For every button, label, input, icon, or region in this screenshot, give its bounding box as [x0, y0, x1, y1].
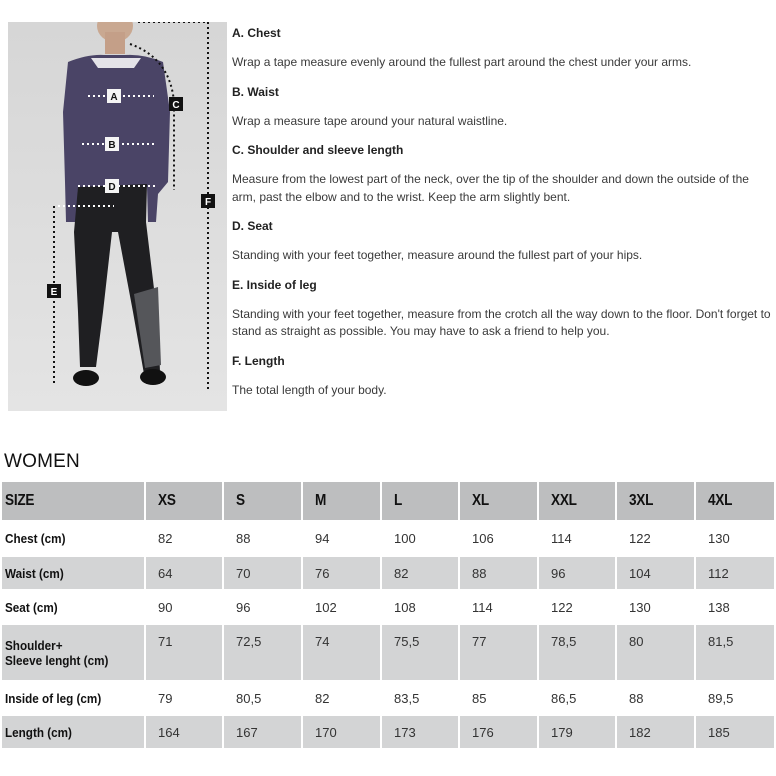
cell: 88: [459, 556, 538, 590]
cell: 130: [695, 521, 775, 556]
table-row-inside-leg: [1, 681, 775, 715]
row-label: Length (cm): [1, 715, 145, 749]
cell: 104: [616, 556, 695, 590]
cell: 78,5: [538, 624, 616, 681]
cell: 164: [145, 715, 223, 749]
cell: 71: [145, 624, 223, 681]
table-row-chest: [1, 521, 775, 556]
cell: 82: [145, 521, 223, 556]
table-header-row: [1, 481, 775, 521]
cell: 79: [145, 681, 223, 715]
cell: 96: [538, 556, 616, 590]
svg-text:F: F: [204, 197, 212, 208]
cell: 102: [302, 590, 381, 624]
cell: 82: [381, 556, 459, 590]
cell: 72,5: [223, 624, 302, 681]
header-m: M: [302, 481, 381, 521]
cell: 179: [538, 715, 616, 749]
cell: 167: [223, 715, 302, 749]
row-label: Shoulder+ Sleeve lenght (cm): [1, 624, 145, 681]
cell: 182: [616, 715, 695, 749]
cell: 112: [695, 556, 775, 590]
cell: 86,5: [538, 681, 616, 715]
svg-text:B: B: [108, 140, 116, 151]
measurement-photo: [8, 22, 227, 411]
cell: 108: [381, 590, 459, 624]
row-label: Waist (cm): [1, 556, 145, 590]
header-xs: XS: [145, 481, 223, 521]
cell: 90: [145, 590, 223, 624]
guide-title-shoulder-sleeve: C. Shoulder and sleeve length: [232, 143, 404, 157]
guide-title-inside-leg: E. Inside of leg: [232, 277, 317, 292]
cell: 114: [459, 590, 538, 624]
table-row-length: [1, 715, 775, 749]
cell: 122: [616, 521, 695, 556]
cell: 64: [145, 556, 223, 590]
svg-text:E: E: [50, 287, 58, 298]
svg-text:D: D: [108, 182, 116, 193]
table-row-waist: [1, 556, 775, 590]
svg-text:C: C: [172, 100, 180, 111]
cell: 173: [381, 715, 459, 749]
header-4xl: 4XL: [695, 481, 775, 521]
cell: 82: [302, 681, 381, 715]
cell: 89,5: [695, 681, 775, 715]
guide-text-waist: Wrap a measure tape around your natural waistline.: [232, 113, 508, 128]
header-size: SIZE: [1, 481, 145, 521]
cell: 122: [538, 590, 616, 624]
guide-text-length: The total length of your body.: [232, 382, 387, 397]
size-chart-table: [0, 480, 776, 750]
measurement-guide: [232, 22, 772, 399]
cell: 185: [695, 715, 775, 749]
header-s: S: [223, 481, 302, 521]
cell: 85: [459, 681, 538, 715]
guide-title-chest: A. Chest: [232, 26, 281, 40]
cell: 80,5: [223, 681, 302, 715]
cell: 88: [223, 521, 302, 556]
row-label: Seat (cm): [1, 590, 145, 624]
cell: 83,5: [381, 681, 459, 715]
cell: 94: [302, 521, 381, 556]
guide-title-seat: D. Seat: [232, 219, 273, 233]
cell: 80: [616, 624, 695, 681]
cell: 176: [459, 715, 538, 749]
section-title-women: WOMEN: [4, 451, 80, 472]
table-row-shoulder-sleeve: [1, 624, 775, 681]
cell: 74: [302, 624, 381, 681]
cell: 88: [616, 681, 695, 715]
header-l: L: [381, 481, 459, 521]
cell: 77: [459, 624, 538, 681]
cell: 76: [302, 556, 381, 590]
cell: 106: [459, 521, 538, 556]
cell: 96: [223, 590, 302, 624]
cell: 81,5: [695, 624, 775, 681]
svg-text:A: A: [110, 92, 118, 103]
header-3xl: 3XL: [616, 481, 695, 521]
cell: 114: [538, 521, 616, 556]
guide-text-chest: Wrap a tape measure evenly around the fullest part around the chest under your arms.: [232, 55, 692, 69]
guide-title-length: F. Length: [232, 353, 285, 368]
cell: 170: [302, 715, 381, 749]
cell: 100: [381, 521, 459, 556]
guide-text-inside-leg: Standing with your feet together, measure from the crotch all the way down to the floor. Don't forget to stand as straight as possible. You may have to ask a friend to help you.: [232, 306, 771, 338]
row-label: Inside of leg (cm): [1, 681, 145, 715]
header-xxl: XXL: [538, 481, 616, 521]
cell: 138: [695, 590, 775, 624]
table-row-seat: [1, 590, 775, 624]
header-xl: XL: [459, 481, 538, 521]
guide-title-waist: B. Waist: [232, 84, 279, 99]
cell: 130: [616, 590, 695, 624]
row-label: Chest (cm): [1, 521, 145, 556]
guide-text-shoulder-sleeve: Measure from the lowest part of the neck, over the tip of the shoulder and down the outside of the arm, past the elbow and to the wrist. Keep the arm slightly bent.: [232, 172, 749, 204]
cell: 75,5: [381, 624, 459, 681]
cell: 70: [223, 556, 302, 590]
guide-text-seat: Standing with your feet together, measure around the fullest part of your hips.: [232, 248, 643, 262]
